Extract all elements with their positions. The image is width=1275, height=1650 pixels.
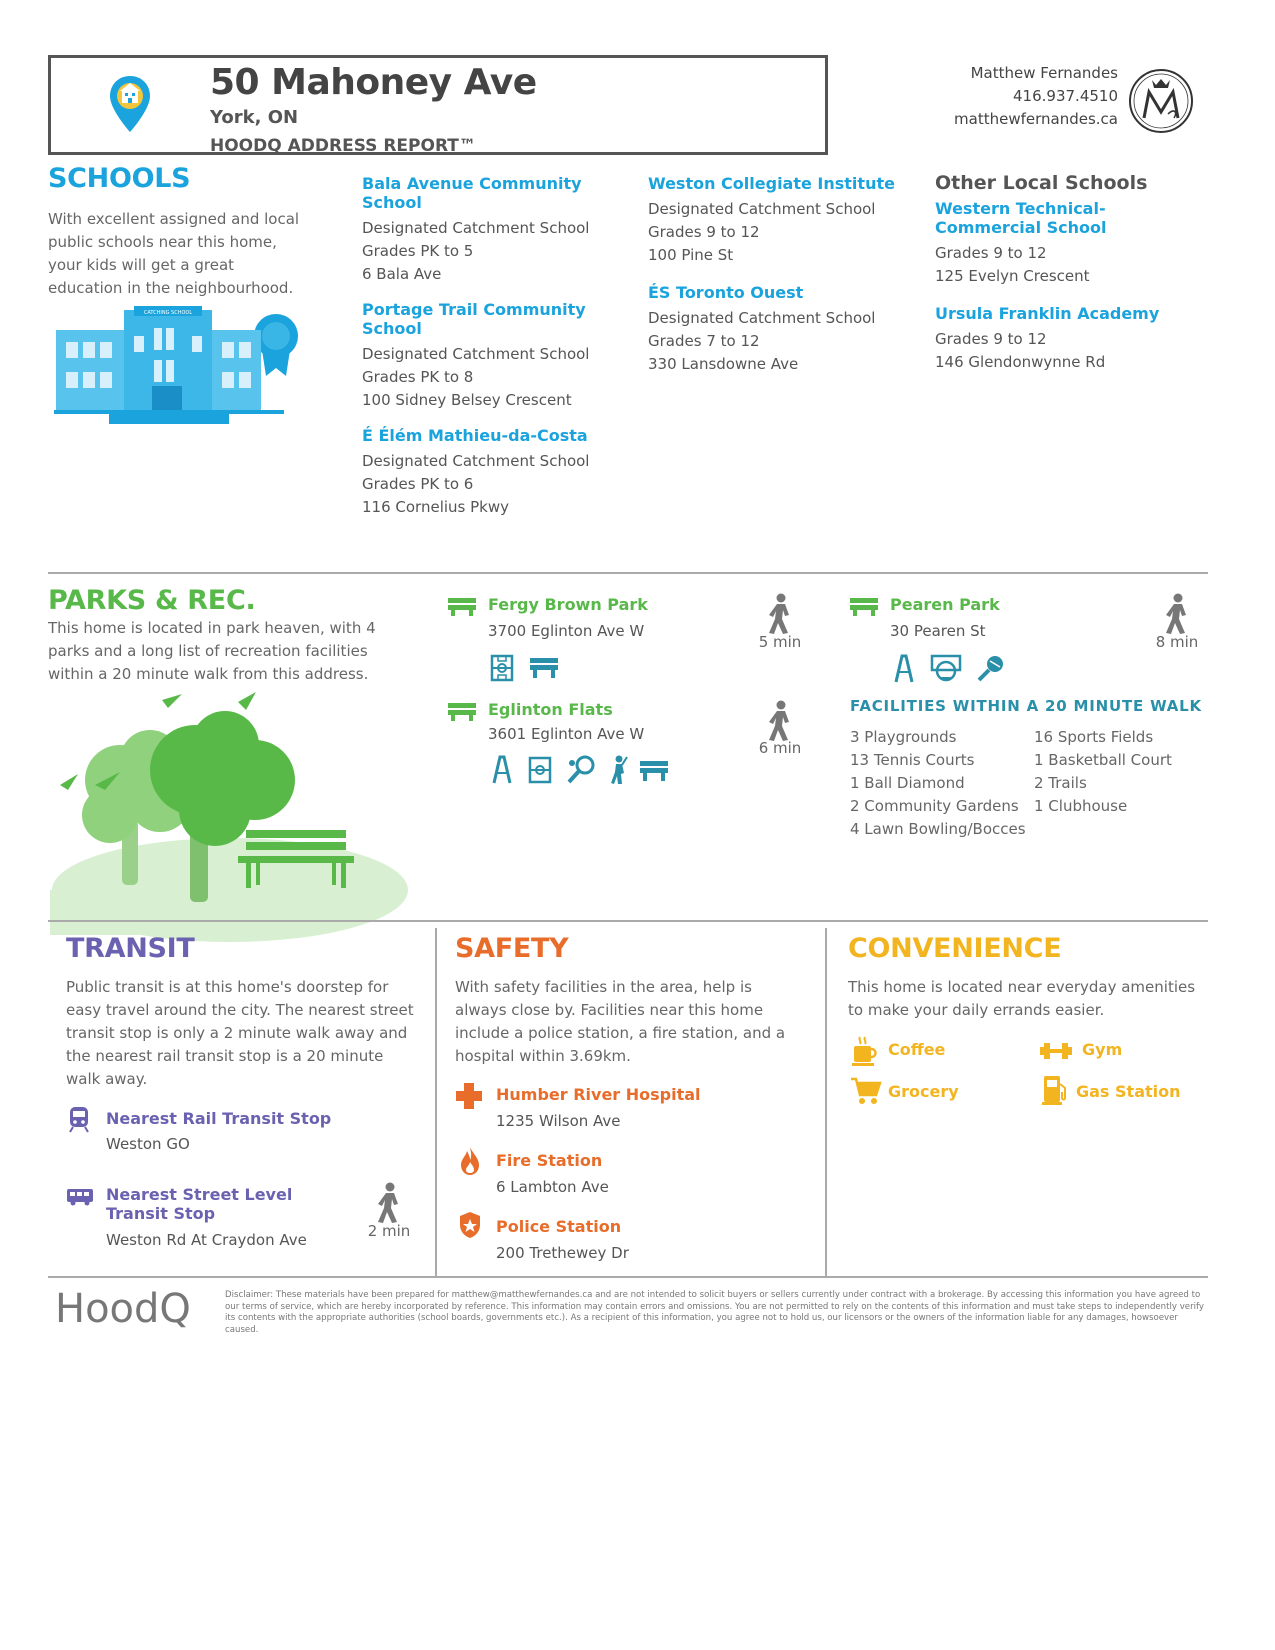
street-transit-label: Nearest Street Level Transit Stop bbox=[106, 1185, 293, 1223]
schools-intro: With excellent assigned and local public schools near this home, your kids will get a great education in the neighbourhood. bbox=[48, 210, 300, 297]
hospital-name[interactable]: Humber River Hospital bbox=[496, 1085, 701, 1104]
facility-item: 2 Trails bbox=[1034, 774, 1087, 792]
page-title: 50 Mahoney Ave bbox=[210, 62, 537, 103]
gas-station-label[interactable]: Gas Station bbox=[1076, 1082, 1181, 1101]
lawn-bowling-icon bbox=[976, 654, 1006, 682]
bench-icon bbox=[448, 703, 476, 721]
walk-time: 2 min bbox=[367, 1222, 411, 1240]
location-pin-icon bbox=[108, 74, 152, 134]
fire-station-address: 6 Lambton Ave bbox=[496, 1178, 609, 1196]
school-item bbox=[362, 426, 627, 519]
convenience-intro: This home is located near everyday amenities to make your daily errands easier. bbox=[848, 978, 1196, 1019]
school-grades: Grades 7 to 12 bbox=[648, 332, 760, 350]
agent-name: Matthew Fernandes bbox=[970, 64, 1118, 82]
walking-icon bbox=[374, 1182, 404, 1224]
gas-station-icon bbox=[1042, 1074, 1068, 1106]
facility-item: 3 Playgrounds bbox=[850, 728, 957, 746]
school-building-icon bbox=[54, 306, 300, 428]
school-address: 100 Sidney Belsey Crescent bbox=[362, 391, 572, 409]
safety-heading: SAFETY bbox=[455, 933, 569, 964]
playground-icon bbox=[892, 654, 916, 684]
bench-icon bbox=[448, 598, 476, 616]
playground-icon bbox=[490, 755, 514, 785]
facility-item: 16 Sports Fields bbox=[1034, 728, 1154, 746]
fire-station-name[interactable]: Fire Station bbox=[496, 1151, 603, 1170]
other-schools-column bbox=[935, 172, 1195, 374]
bench-icon bbox=[640, 761, 668, 781]
school-item bbox=[648, 283, 913, 376]
school-item bbox=[935, 199, 1195, 288]
school-item bbox=[362, 300, 627, 412]
bench-icon bbox=[530, 658, 558, 678]
school-address: 100 Pine St bbox=[648, 246, 734, 264]
school-grades: Grades 9 to 12 bbox=[935, 244, 1047, 262]
tennis-icon bbox=[566, 755, 596, 785]
parks-intro: This home is located in park heaven, with 4 parks and a long list of recreation facilities within a 20 minute walk from this address. bbox=[48, 619, 376, 683]
school-name[interactable]: ÉS Toronto Ouest bbox=[648, 283, 804, 302]
school-item bbox=[935, 304, 1195, 374]
safety-intro: With safety facilities in the area, help is always close by. Facilities near this home include a police station, a fire station, and a hospital within 3.69km. bbox=[455, 978, 786, 1065]
walk-time: 6 min bbox=[758, 739, 802, 757]
park-address: 3700 Eglinton Ave W bbox=[488, 622, 645, 640]
hoodq-logo: HoodQ bbox=[55, 1286, 191, 1332]
school-list-column-1 bbox=[362, 174, 627, 519]
transit-intro: Public transit is at this home's doorstep for easy travel around the city. The nearest street transit stop is only a 2 minute walk away and the nearest rail transit stop is a 20 minute walk away. bbox=[66, 978, 414, 1088]
school-grades: Grades PK to 8 bbox=[362, 368, 474, 386]
school-building-sign: CATCHING SCHOOL bbox=[143, 310, 193, 316]
walk-time: 5 min bbox=[758, 633, 802, 651]
column-divider bbox=[825, 928, 827, 1276]
fire-icon bbox=[459, 1146, 481, 1176]
school-grades: Grades PK to 5 bbox=[362, 242, 474, 260]
footer-divider bbox=[48, 1276, 1208, 1278]
facility-item: 1 Basketball Court bbox=[1034, 751, 1172, 769]
school-name[interactable]: É Élém Mathieu-da-Costa bbox=[362, 426, 588, 445]
police-badge-icon bbox=[459, 1211, 481, 1239]
school-type: Designated Catchment School bbox=[362, 452, 590, 470]
school-address: 146 Glendonwynne Rd bbox=[935, 353, 1106, 371]
hospital-address: 1235 Wilson Ave bbox=[496, 1112, 621, 1130]
bus-icon bbox=[66, 1188, 94, 1206]
agent-logo-icon bbox=[1128, 68, 1194, 134]
school-name[interactable]: Bala Avenue Community School bbox=[362, 174, 582, 212]
grocery-label[interactable]: Grocery bbox=[888, 1082, 959, 1101]
baseball-player-icon bbox=[608, 755, 628, 785]
park-illustration-icon bbox=[50, 690, 410, 942]
school-type: Designated Catchment School bbox=[648, 200, 876, 218]
disclaimer-text: Disclaimer: These materials have been prepared for matthew@matthewfernandes.ca and are not intended to solicit buyers or sellers currently under contract with a brokerage. By accessing this information you have agreed to our terms of service, which are hereby incorporated by reference. This information may contain errors and omissions. You are not permitted to rely on the contents of this information and must take steps to independently verify its contents with the appropriate authorities (school boards, governments etc.). As a recipient of this information, you agree not to hold us, our licensors or the owners of the information liable for any damages, howsoever caused. bbox=[225, 1290, 1204, 1335]
train-icon bbox=[68, 1105, 90, 1133]
parks-heading: PARKS & REC. bbox=[48, 585, 256, 616]
school-type: Designated Catchment School bbox=[648, 309, 876, 327]
section-divider bbox=[48, 572, 1208, 574]
school-name[interactable]: Ursula Franklin Academy bbox=[935, 304, 1160, 323]
transit-heading: TRANSIT bbox=[66, 933, 195, 964]
facility-item: 13 Tennis Courts bbox=[850, 751, 975, 769]
school-name[interactable]: Weston Collegiate Institute bbox=[648, 174, 895, 193]
school-address: 6 Bala Ave bbox=[362, 265, 442, 283]
park-name[interactable]: Pearen Park bbox=[890, 595, 1000, 614]
rail-transit-stop[interactable]: Weston GO bbox=[106, 1135, 190, 1153]
walking-icon bbox=[765, 593, 795, 635]
city-label: York, ON bbox=[210, 107, 299, 128]
police-station-name[interactable]: Police Station bbox=[496, 1217, 622, 1236]
park-address: 30 Pearen St bbox=[890, 622, 986, 640]
school-grades: Grades PK to 6 bbox=[362, 475, 474, 493]
walking-icon bbox=[765, 700, 795, 742]
school-name[interactable]: Portage Trail Community School bbox=[362, 300, 586, 338]
other-schools-heading: Other Local Schools bbox=[935, 172, 1148, 194]
school-type: Designated Catchment School bbox=[362, 219, 590, 237]
facilities-heading: FACILITIES WITHIN A 20 MINUTE WALK bbox=[850, 697, 1202, 715]
gym-label[interactable]: Gym bbox=[1082, 1040, 1123, 1059]
park-name[interactable]: Fergy Brown Park bbox=[488, 595, 648, 614]
sports-field-icon bbox=[528, 756, 552, 784]
bench-icon bbox=[850, 598, 878, 616]
school-address: 125 Evelyn Crescent bbox=[935, 267, 1090, 285]
convenience-heading: CONVENIENCE bbox=[848, 933, 1062, 964]
school-item bbox=[362, 174, 627, 286]
facility-item: 2 Community Gardens bbox=[850, 797, 1019, 815]
basketball-icon bbox=[930, 654, 962, 684]
facilities-column-2 bbox=[1034, 726, 1172, 818]
agent-phone[interactable]: 416.937.4510 bbox=[1013, 87, 1118, 105]
school-list-column-2 bbox=[648, 174, 913, 376]
school-grades: Grades 9 to 12 bbox=[648, 223, 760, 241]
coffee-label[interactable]: Coffee bbox=[888, 1040, 946, 1059]
coffee-icon bbox=[852, 1036, 878, 1066]
walking-icon bbox=[1162, 593, 1192, 635]
school-address: 330 Lansdowne Ave bbox=[648, 355, 799, 373]
section-divider bbox=[48, 920, 1208, 922]
gym-dumbbell-icon bbox=[1040, 1042, 1072, 1060]
facility-item: 4 Lawn Bowling/Bocces bbox=[850, 820, 1026, 838]
facilities-column-1 bbox=[850, 726, 1026, 841]
facility-item: 1 Clubhouse bbox=[1034, 797, 1128, 815]
rail-transit-label: Nearest Rail Transit Stop bbox=[106, 1109, 332, 1128]
grocery-cart-icon bbox=[850, 1076, 882, 1106]
walk-time: 8 min bbox=[1155, 633, 1199, 651]
park-address: 3601 Eglinton Ave W bbox=[488, 725, 645, 743]
agent-contact bbox=[954, 62, 1118, 131]
police-station-address: 200 Trethewey Dr bbox=[496, 1244, 629, 1262]
facility-item: 1 Ball Diamond bbox=[850, 774, 965, 792]
hospital-cross-icon bbox=[455, 1082, 483, 1110]
report-title: HOODQ ADDRESS REPORT™ bbox=[210, 136, 476, 156]
school-name[interactable]: Western Technical-Commercial School bbox=[935, 199, 1107, 237]
school-item bbox=[648, 174, 913, 267]
column-divider bbox=[435, 928, 437, 1276]
park-name[interactable]: Eglinton Flats bbox=[488, 700, 613, 719]
school-grades: Grades 9 to 12 bbox=[935, 330, 1047, 348]
agent-website[interactable]: matthewfernandes.ca bbox=[954, 110, 1118, 128]
sports-field-icon bbox=[490, 654, 514, 682]
school-address: 116 Cornelius Pkwy bbox=[362, 498, 509, 516]
schools-heading: SCHOOLS bbox=[48, 163, 191, 194]
school-type: Designated Catchment School bbox=[362, 345, 590, 363]
street-transit-stop[interactable]: Weston Rd At Craydon Ave bbox=[106, 1231, 307, 1249]
